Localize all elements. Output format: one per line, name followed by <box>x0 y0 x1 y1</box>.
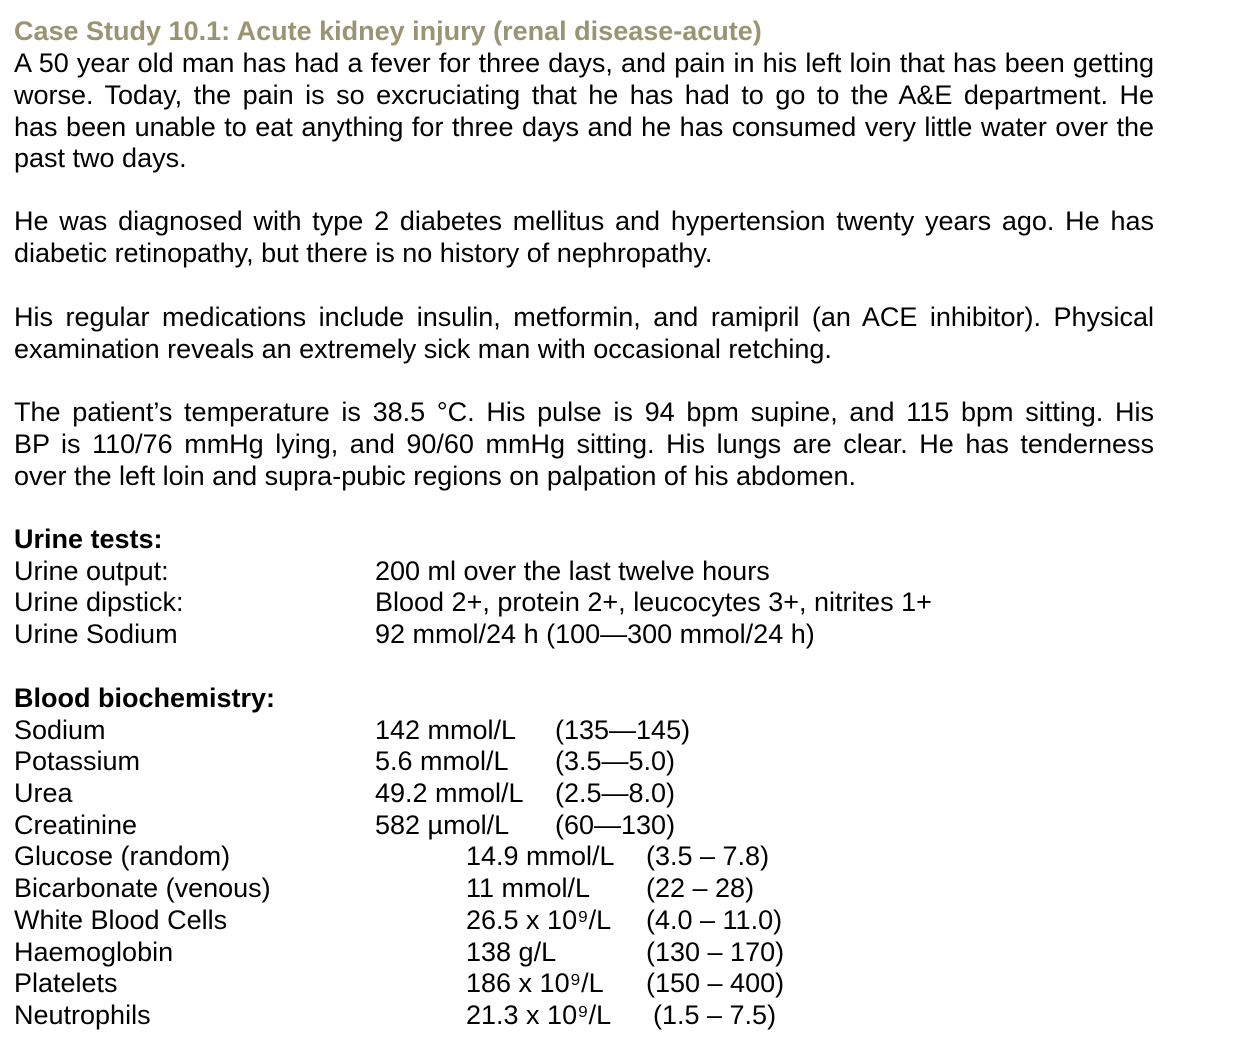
paragraph-line: The patient’s temperature is 38.5 °C. His pulse is 94 bpm supine, and 115 bpm sitting. His <box>14 397 1154 427</box>
sodium-range: (135—145) <box>555 715 691 745</box>
glucose-value: 14.9 mmol/L <box>466 841 615 871</box>
paragraph-line: has been unable to eat anything for three days and he has consumed very little water over the <box>14 111 1154 142</box>
creatinine-range: (60—130) <box>555 810 676 840</box>
urine-dipstick-value: Blood 2+, protein 2+, leucocytes 3+, nitrites 1+ <box>375 587 932 617</box>
urea-value: 49.2 mmol/L <box>375 778 524 808</box>
medications-paragraph <box>14 302 1154 366</box>
examination-paragraph <box>14 397 1154 492</box>
paragraph-line: examination reveals an extremely sick man with occasional retching. <box>14 333 832 364</box>
urine-sodium-value: 92 mmol/24 h (100—300 mmol/24 h) <box>375 619 815 649</box>
haemoglobin-label: Haemoglobin <box>14 937 174 967</box>
urine-sodium-label: Urine Sodium <box>14 619 178 649</box>
potassium-label: Potassium <box>14 746 141 776</box>
haemoglobin-value: 138 g/L <box>466 937 557 967</box>
haemoglobin-range: (130 – 170) <box>646 937 785 967</box>
sodium-value: 142 mmol/L <box>375 715 517 745</box>
glucose-label: Glucose (random) <box>14 841 231 871</box>
urine-dipstick-label: Urine dipstick: <box>14 587 184 617</box>
past-history-paragraph <box>14 206 1154 270</box>
paragraph-line: BP is 110/76 mmHg lying, and 90/60 mmHg sitting. His lungs are clear. He has tenderness <box>14 428 1154 459</box>
platelets-range: (150 – 400) <box>646 968 785 998</box>
bicarbonate-value: 11 mmol/L <box>466 873 591 903</box>
paragraph-line: His regular medications include insulin, metformin, and ramipril (an ACE inhibitor). Physical <box>14 302 1154 332</box>
white-blood-cells-value: 26.5 x 10⁹/L <box>466 905 612 935</box>
paragraph-line: past two days. <box>14 143 187 174</box>
urea-label: Urea <box>14 778 73 808</box>
paragraph-line: over the left loin and supra-pubic regions on palpation of his abdomen. <box>14 460 857 491</box>
neutrophils-value: 21.3 x 10⁹/L <box>466 1000 612 1030</box>
urine-output-label: Urine output: <box>14 556 169 586</box>
bicarbonate-range: (22 – 28) <box>646 873 755 903</box>
potassium-range: (3.5—5.0) <box>555 746 676 776</box>
urine-tests-heading: Urine tests: <box>14 524 163 554</box>
platelets-value: 186 x 10⁹/L <box>466 968 604 998</box>
glucose-range: (3.5 – 7.8) <box>646 841 770 871</box>
creatinine-label: Creatinine <box>14 810 138 840</box>
neutrophils-label: Neutrophils <box>14 1000 151 1030</box>
blood-biochemistry-heading: Blood biochemistry: <box>14 683 276 713</box>
paragraph-line: diabetic retinopathy, but there is no history of nephropathy. <box>14 237 713 268</box>
paragraph-line: A 50 year old man has had a fever for three days, and pain in his left loin that has been getting <box>14 48 1154 78</box>
urea-range: (2.5—8.0) <box>555 778 676 808</box>
sodium-label: Sodium <box>14 715 106 745</box>
history-paragraph <box>14 48 1154 175</box>
case-study-title: Case Study 10.1: Acute kidney injury (renal disease-acute) <box>14 16 762 46</box>
paragraph-line: worse. Today, the pain is so excruciating that he has had to go to the A&E department. He <box>14 79 1154 110</box>
paragraph-line: He was diagnosed with type 2 diabetes mellitus and hypertension twenty years ago. He has <box>14 206 1154 236</box>
creatinine-value: 582 µmol/L <box>375 810 510 840</box>
white-blood-cells-label: White Blood Cells <box>14 905 228 935</box>
urine-output-value: 200 ml over the last twelve hours <box>375 556 770 586</box>
neutrophils-range: (1.5 – 7.5) <box>653 1000 777 1030</box>
white-blood-cells-range: (4.0 – 11.0) <box>646 905 783 935</box>
platelets-label: Platelets <box>14 968 118 998</box>
bicarbonate-label: Bicarbonate (venous) <box>14 873 271 903</box>
potassium-value: 5.6 mmol/L <box>375 746 509 776</box>
